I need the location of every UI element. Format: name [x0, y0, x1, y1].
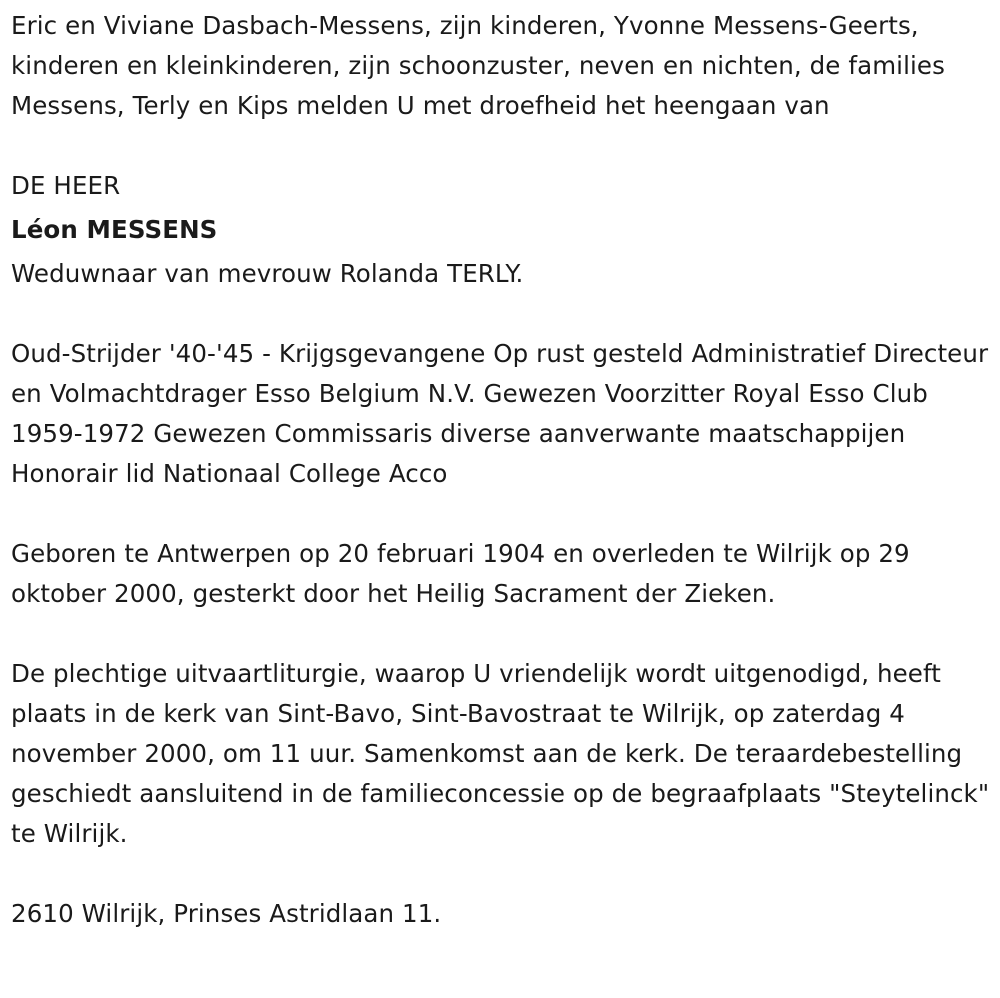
title-line: DE HEER	[11, 171, 121, 200]
birth-death-paragraph: Geboren te Antwerpen op 20 februari 1904 en overleden te Wilrijk op 29 oktober 2000, gesterkt door het Heilig Sacrament der Zieken.	[11, 539, 910, 608]
spacer	[11, 126, 991, 166]
obituary-notice	[11, 6, 991, 934]
funeral-paragraph: De plechtige uitvaartliturgie, waarop U vriendelijk wordt uitgenodigd, heeft plaats in de kerk van Sint-Bavo, Sint-Bavostraat te Wilrijk, op zaterdag 4 november 2000, om 11 uur. Samenkomst aan de kerk. De teraardebestelling geschiedt aansluitend in de familieconcessie op de begraafplaats "Steytelinck" te Wilrijk.	[11, 659, 990, 848]
intro-paragraph: Eric en Viviane Dasbach-Messens, zijn kinderen, Yvonne Messens-Geerts, kinderen en kleinkinderen, zijn schoonzuster, neven en nichten, de families Messens, Terly en Kips melden U met droefheid het heengaan van	[11, 11, 945, 120]
spacer	[11, 614, 991, 654]
address-line: 2610 Wilrijk, Prinses Astridlaan 11.	[11, 899, 442, 928]
career-paragraph: Oud-Strijder '40-'45 - Krijgsgevangene Op rust gesteld Administratief Directeur en Volmachtdrager Esso Belgium N.V. Gewezen Voorzitter Royal Esso Club 1959-1972 Gewezen Commissaris diverse aanverwante maatschappijen Honorair lid Nationaal College Acco	[11, 339, 989, 488]
spacer	[11, 854, 991, 894]
deceased-name: Léon MESSENS	[11, 215, 218, 244]
spacer	[11, 294, 991, 334]
spacer	[11, 494, 991, 534]
widower-line: Weduwnaar van mevrouw Rolanda TERLY.	[11, 259, 524, 288]
